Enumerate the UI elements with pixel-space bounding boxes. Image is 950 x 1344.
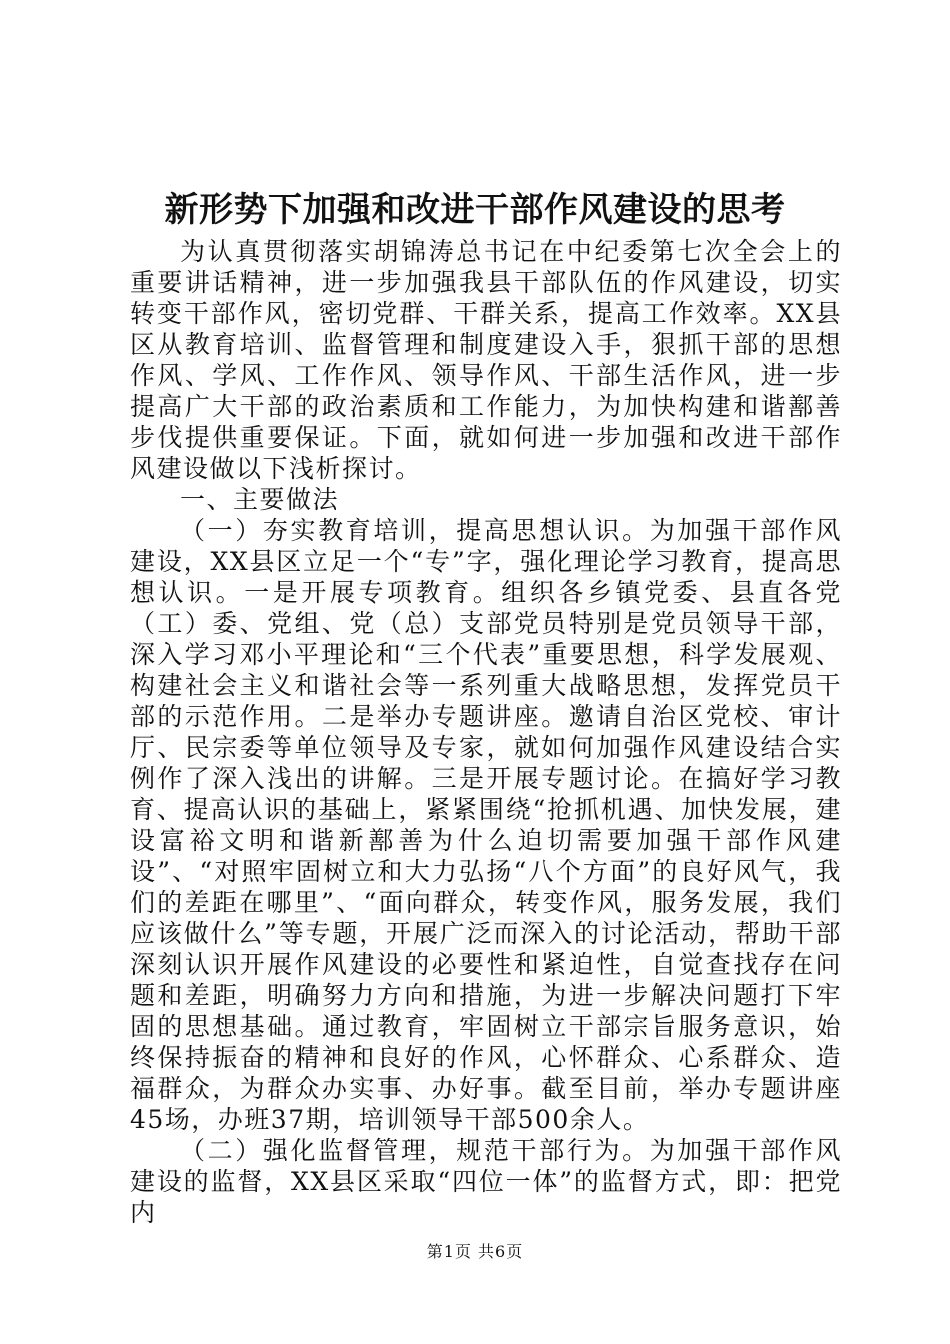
section-heading-main-practices: 一、主要做法 <box>180 485 340 514</box>
document-body <box>130 236 842 1228</box>
paragraph-education-training: （一）夯实教育培训，提高思想认识。为加强干部作风建设，XX县区立足一个“专”字，强化理论学习教育，提高思想认识。一是开展专项教育。组织各乡镇党委、县直各党（工）委、党组、党（总）支部党员特别是党员领导干部，深入学习邓小平理论和“三个代表”重要思想，科学发展观、构建社会主义和谐社会等一系列重大战略思想，发挥党员干部的示范作用。二是举办专题讲座。邀请自治区党校、审计厅、民宗委等单位领导及专家，就如何加强作风建设结合实例作了深入浅出的讲解。三是开展专题讨论。在搞好学习教育、提高认识的基础上，紧紧围绕“抢抓机遇、加快发展，建设富裕文明和谐新鄯善为什么迫切需要加强干部作风建设”、“对照牢固树立和大力弘扬“八个方面”的良好风气，我们的差距在哪里”、“面向群众，转变作风，服务发展，我们应该做什么”等专题，开展广泛而深入的讨论活动，帮助干部深刻认识开展作风建设的必要性和紧迫性，自觉查找存在问题和差距，明确努力方向和措施，为进一步解决问题打下牢固的思想基础。通过教育，牢固树立干部宗旨服务意识，始终保持振奋的精神和良好的作风，心怀群众、心系群众、造福群众，为群众办实事、办好事。截至目前，举办专题讲座45场，办班37期，培训领导干部500余人。 <box>130 516 842 1134</box>
paragraph-intro: 为认真贯彻落实胡锦涛总书记在中纪委第七次全会上的重要讲话精神，进一步加强我县干部队伍的作风建设，切实转变干部作风，密切党群、干群关系，提高工作效率。XX县区从教育培训、监督管理和制度建设入手，狠抓干部的思想作风、学风、工作作风、领导作风、干部生活作风，进一步提高广大干部的政治素质和工作能力，为加快构建和谐鄯善步伐提供重要保证。下面，就如何进一步加强和改进干部作风建设做以下浅析探讨。 <box>130 237 842 483</box>
document-title: 新形势下加强和改进干部作风建设的思考 <box>164 190 786 230</box>
paragraph-supervision: （二）强化监督管理，规范干部行为。为加强干部作风建设的监督，XX县区采取“四位一体”的监督方式，即：把党内 <box>130 1136 842 1227</box>
page-number-footer: 第1页 共6页 <box>426 1242 524 1261</box>
